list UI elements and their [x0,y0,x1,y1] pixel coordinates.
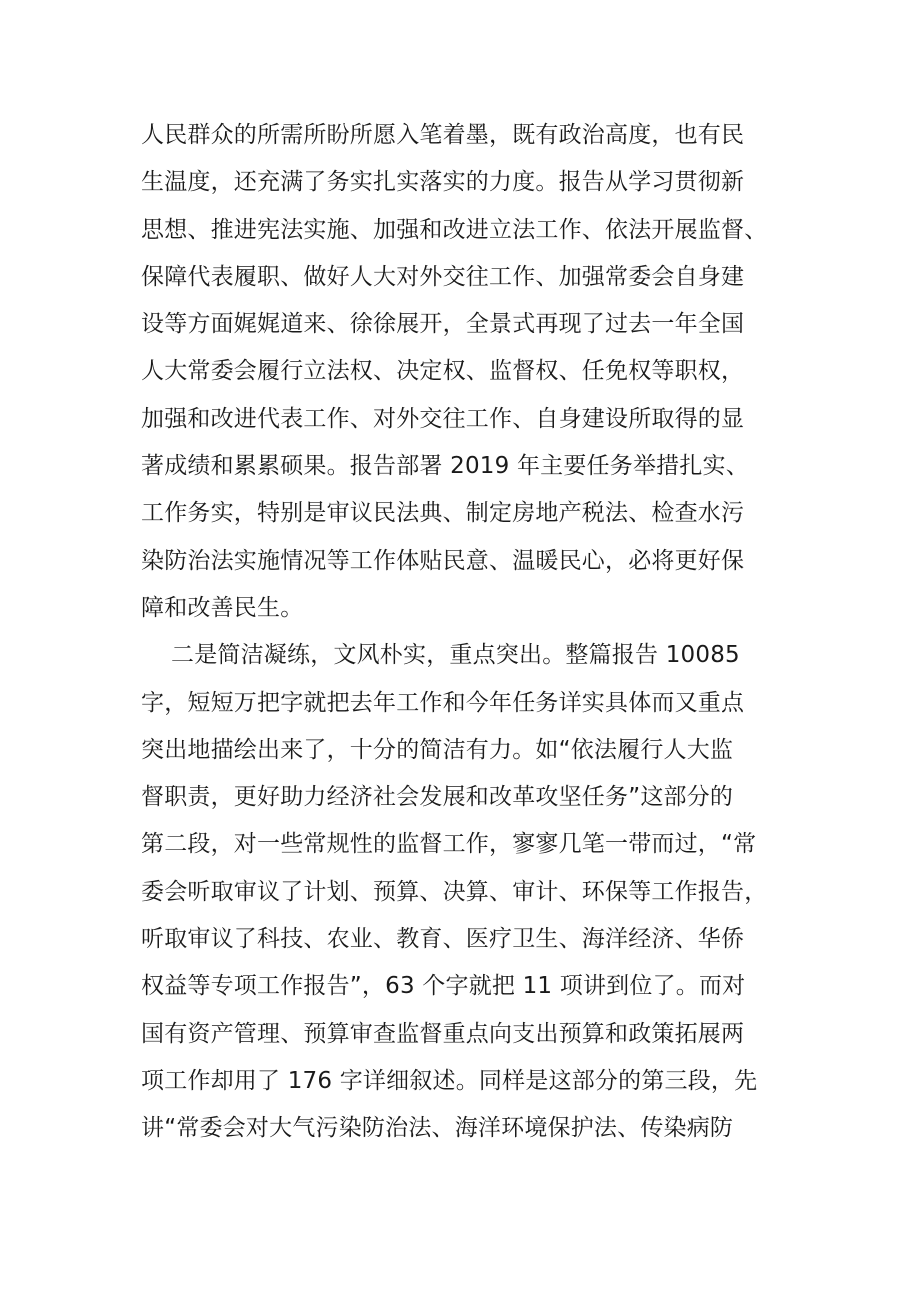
paragraph-line: 生温度，还充满了务实扎实落实的力度。报告从学习贯彻新 [141,169,745,196]
paragraph-line: 人大常委会履行立法权、决定权、监督权、任免权等职权， [141,358,745,385]
paragraph-line: 国有资产管理、预算审查监督重点向支出预算和政策拓展两 [141,1020,745,1047]
paragraph-line: 突出地描绘出来了，十分的简洁有力。如“依法履行人大监 [141,736,734,763]
paragraph-line: 著成绩和累累硕果。报告部署 2019 年主要任务举措扎实、 [141,453,749,480]
paragraph-line: 人民群众的所需所盼所愿入笔着墨，既有政治高度，也有民 [141,122,745,148]
paragraph-line: 讲“常委会对大气污染防治法、海洋环境保护法、传染病防 [141,1115,734,1142]
paragraph-line: 听取审议了科技、农业、教育、医疗卫生、海洋经济、华侨 [141,926,745,953]
paragraph-line: 督职责，更好助力经济社会发展和改革攻坚任务”这部分的 [141,784,734,811]
paragraph-1 [141,112,781,632]
paragraph-line: 权益等专项工作报告”，63 个字就把 11 项讲到位了。而对 [141,973,746,1000]
paragraph-line: 障和改善民生。 [141,594,304,621]
paragraph-line: 思想、推进宪法实施、加强和改进立法工作、依法开展监督、 [141,216,768,243]
paragraph-line: 加强和改进代表工作、对外交往工作、自身建设所取得的显 [141,405,745,432]
body-text [141,112,781,1153]
paragraph-line: 保障代表履职、做好人大对外交往工作、加强常委会自身建 [141,263,745,290]
paragraph-line: 字，短短万把字就把去年工作和今年任务详实具体而又重点 [141,689,745,716]
paragraph-line: 设等方面娓娓道来、徐徐展开，全景式再现了过去一年全国 [141,311,745,338]
paragraph-2 [141,632,781,1152]
paragraph-line: 二是简洁凝练，文风朴实，重点突出。整篇报告 10085 [171,642,740,669]
paragraph-line: 染防治法实施情况等工作体贴民意、温暖民心，必将更好保 [141,547,745,574]
paragraph-line: 第二段，对一些常规性的监督工作，寥寥几笔一带而过，“常 [141,831,757,858]
paragraph-line: 项工作却用了 176 字详细叙述。同样是这部分的第三段，先 [141,1067,758,1094]
paragraph-line: 委会听取审议了计划、预算、决算、审计、环保等工作报告， [141,878,768,905]
paragraph-line: 工作务实，特别是审议民法典、制定房地产税法、检查水污 [141,500,745,527]
